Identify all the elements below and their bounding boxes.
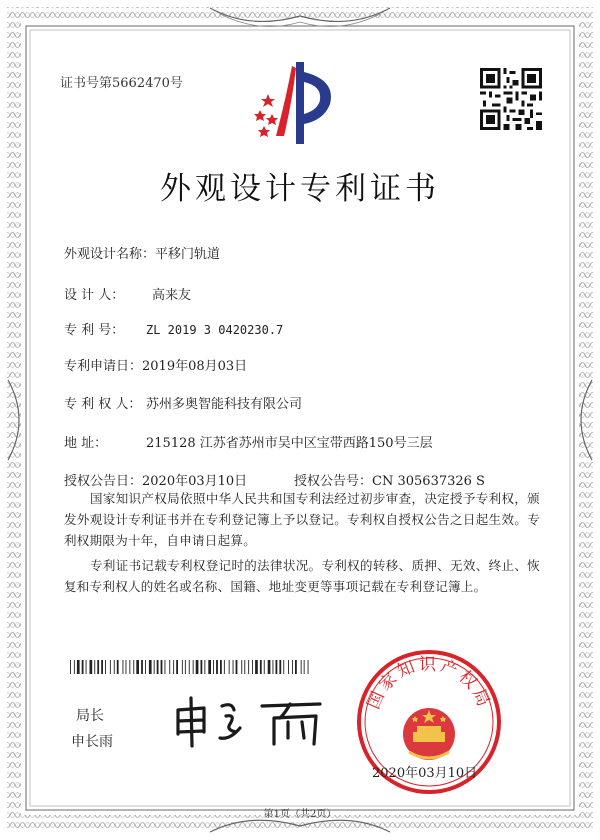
national-emblem-icon [403, 708, 455, 760]
design-name-row [64, 243, 220, 262]
grant-date-value: 2020年03月10日 [142, 474, 248, 489]
qr-code-icon[interactable] [480, 68, 542, 130]
design-name-label: 外观设计名称： [64, 247, 156, 262]
grant-date-row [64, 470, 485, 489]
address-row [64, 432, 433, 451]
sipo-emblem-icon [248, 58, 338, 148]
grant-number-value: CN 305637326 S [372, 474, 485, 489]
paragraph-legal-status: 专利证书记载专利权登记时的法律状况。专利权的转移、质押、无效、终止、恢复和专利权人的姓名或名称、国籍、地址变更等事项记载在专利登记簿上。 [64, 558, 540, 594]
grant-number-label: 授权公告号： [294, 474, 373, 489]
patentee-value: 苏州多奥智能科技有限公司 [146, 397, 303, 412]
address-label: 地 址： [64, 436, 108, 451]
filing-date-value: 2019年08月03日 [142, 359, 248, 374]
director-signature [170, 690, 330, 750]
designer-value: 高来友 [152, 288, 192, 303]
patentee-label: 专 利 权 人： [64, 397, 142, 412]
director-title: 局长 [76, 708, 104, 724]
designer-label: 设 计 人： [64, 288, 125, 303]
page-footer: 第1页（共2页） [263, 809, 337, 820]
patent-number-row [64, 319, 283, 338]
design-name-value: 平移门轨道 [155, 247, 221, 262]
svg-text:国家知识产权局 [364, 655, 495, 712]
designer-row [64, 284, 191, 303]
address-value: 215128 江苏省苏州市吴中区宝带西路150号三层 [146, 436, 433, 451]
director-name: 申长雨 [71, 734, 113, 750]
filing-date-row [64, 355, 247, 374]
paragraph-grant-decision: 国家知识产权局依照中华人民共和国专利法经过初步审查，决定授予专利权，颁发外观设计专利证书并在专利登记簿上予以登记。专利权自授权公告之日起生效。专利权期限为十年，自申请日起算。 [64, 491, 540, 548]
filing-date-label: 专利申请日： [64, 359, 143, 374]
patent-number-value: ZL 2019 3 0420230.7 [146, 323, 284, 337]
barcode [70, 660, 312, 674]
patentee-row [64, 393, 302, 412]
grant-date-label: 授权公告日： [64, 474, 143, 489]
seal-text: 国家知识产权局 [363, 655, 495, 713]
seal-date: 2020年03月10日 [372, 766, 478, 781]
certificate-number: 证书号第5662470号 [60, 76, 183, 91]
patent-number-label: 专 利 号： [64, 323, 125, 338]
certificate-title: 外观设计专利证书 [160, 171, 440, 207]
